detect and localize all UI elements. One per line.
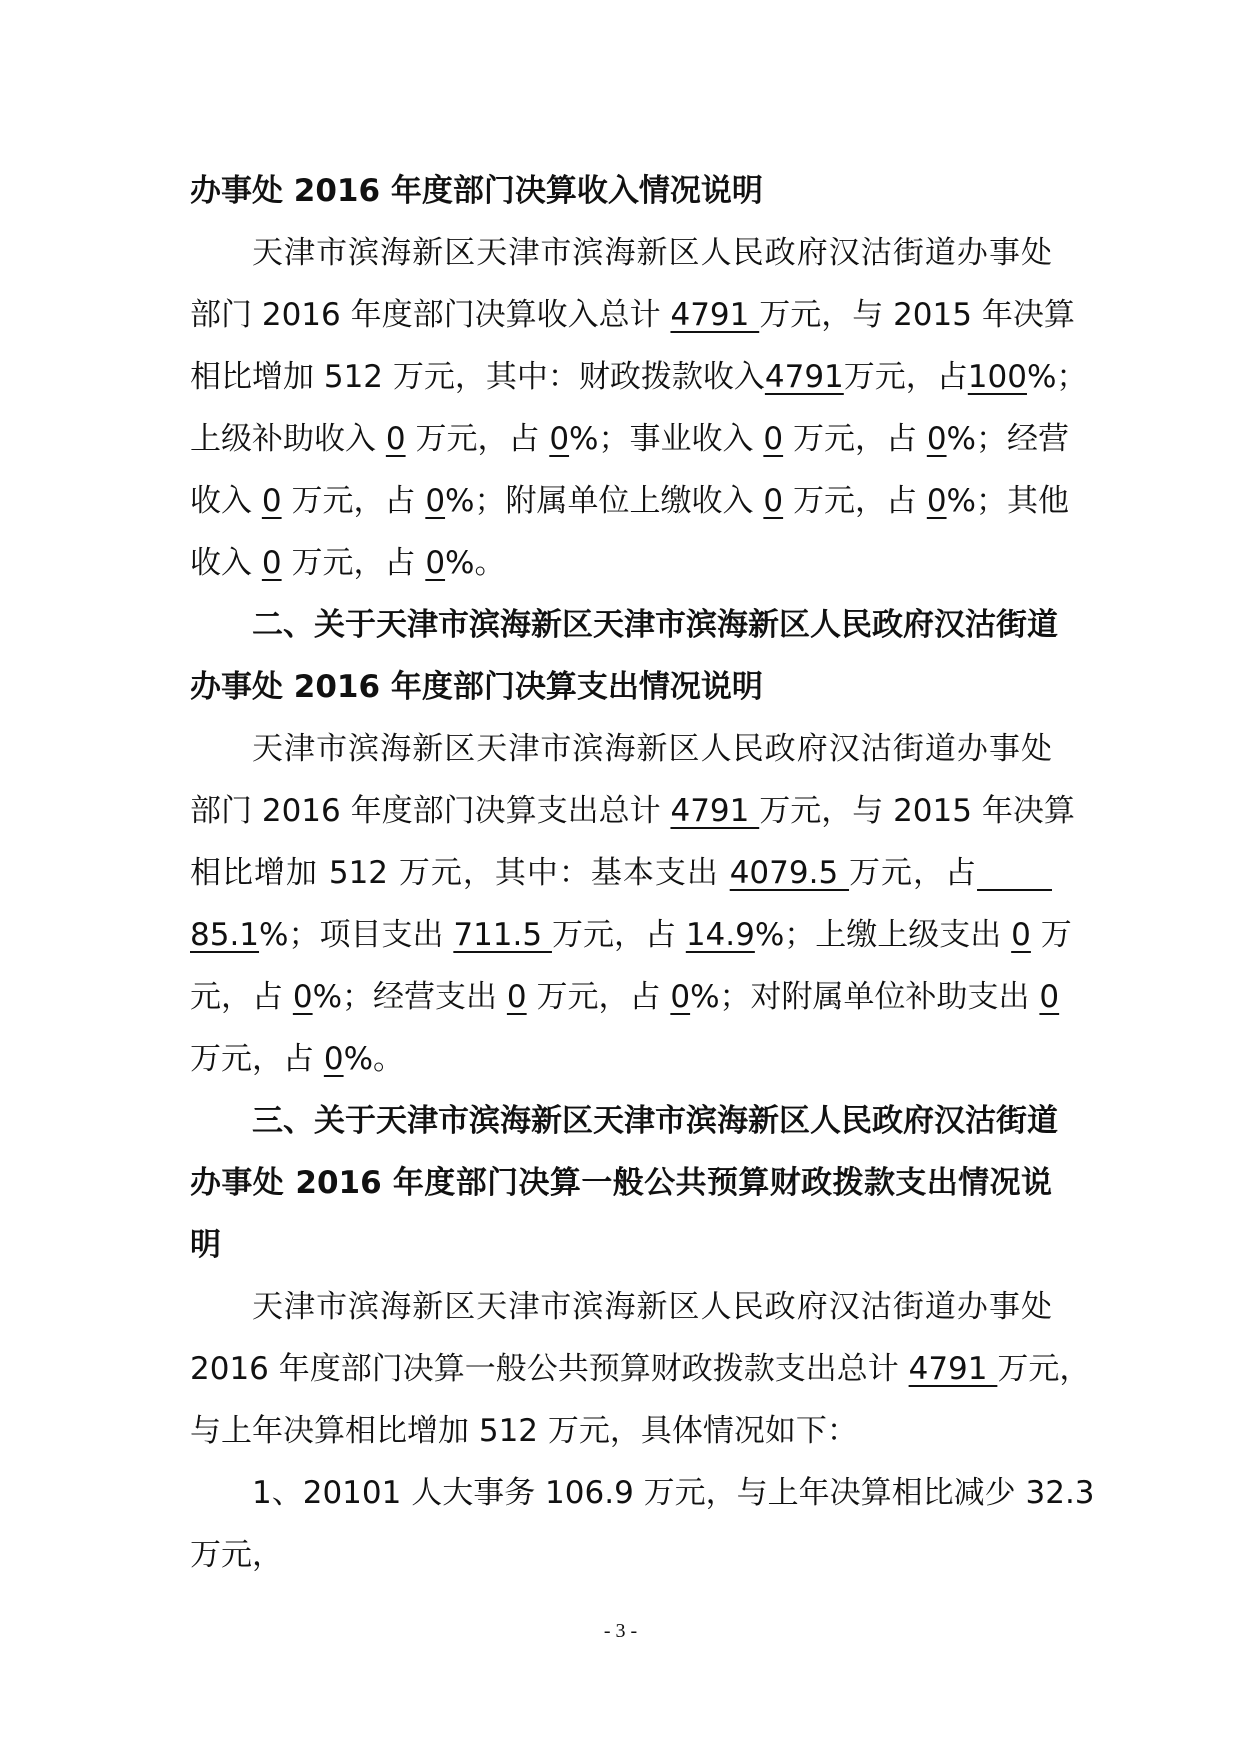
section-heading-line: [190, 656, 1052, 718]
text-segment: %；对附属单位补助支出: [690, 979, 1040, 1015]
text-segment: 天津市滨海新区天津市滨海新区人民政府汉沽街道办事处: [252, 1289, 1052, 1325]
underlined-value: 0: [323, 1041, 344, 1077]
paragraph-line: [190, 842, 1052, 904]
text-segment: 万元，占: [405, 421, 550, 457]
text-segment: 天津市滨海新区天津市滨海新区人民政府汉沽街道办事处: [252, 235, 1052, 271]
text-segment: %；经营: [946, 421, 1070, 457]
text-segment: 万元，占: [783, 483, 927, 519]
section-heading-line: [190, 1152, 1052, 1214]
section-heading-line: [190, 1214, 1052, 1276]
paragraph-line: [190, 1400, 1052, 1462]
section-heading-line: [190, 594, 1058, 656]
paragraph-line: [190, 1524, 1052, 1586]
text-segment: 2016 年度部门决算一般公共预算财政拨款支出总计: [190, 1351, 909, 1387]
text-segment: 万元，占: [526, 979, 671, 1015]
text-segment: %。: [445, 545, 506, 581]
text-segment: 相比增加 512 万元，其中：财政拨款收入: [190, 359, 765, 395]
text-segment: 明: [190, 1227, 221, 1263]
underlined-value: 0: [385, 421, 406, 457]
text-segment: %；: [1026, 359, 1088, 395]
underlined-value: 4791: [670, 297, 760, 333]
text-segment: 万元，占: [551, 917, 686, 953]
paragraph-line: [190, 1462, 1095, 1524]
paragraph-line: [190, 470, 1070, 532]
underlined-value: 0: [763, 421, 784, 457]
text-segment: %；事业收入: [569, 421, 764, 457]
text-segment: %；项目支出: [259, 917, 454, 953]
underlined-value: 100: [967, 359, 1027, 395]
paragraph-line: [190, 532, 1052, 594]
text-segment: 万元，: [997, 1351, 1091, 1387]
paragraph-line: [190, 408, 1070, 470]
document-body: [190, 160, 1095, 1586]
text-segment: 收入: [190, 483, 262, 519]
underlined-value: 0: [425, 483, 446, 519]
underlined-value: 0: [1039, 979, 1060, 1015]
paragraph-line: [190, 222, 1052, 284]
text-segment: 天津市滨海新区天津市滨海新区人民政府汉沽街道办事处: [252, 731, 1052, 767]
underlined-value: 0: [425, 545, 446, 581]
text-segment: 相比增加 512 万元，其中：基本支出: [190, 855, 730, 891]
text-segment: 万: [1030, 917, 1072, 953]
page-number: - 3 -: [603, 1620, 638, 1642]
paragraph-line: [190, 780, 1075, 842]
text-segment: 万元，占: [843, 359, 968, 395]
underlined-value: 711.5: [453, 917, 552, 953]
text-segment: 万元，占: [281, 483, 426, 519]
text-segment: 万元，: [190, 1537, 283, 1573]
text-segment: 三、关于天津市滨海新区天津市滨海新区人民政府汉沽街道: [252, 1103, 1058, 1139]
text-segment: 办事处 2016 年度部门决算一般公共预算财政拨款支出情况说: [190, 1165, 1052, 1201]
underlined-value: 85.1: [190, 917, 260, 953]
text-segment: %；上缴上级支出: [754, 917, 1012, 953]
underlined-value: 0: [670, 979, 691, 1015]
text-segment: 上级补助收入: [190, 421, 386, 457]
paragraph-line: [190, 1338, 1091, 1400]
underlined-value: 0: [261, 545, 282, 581]
underlined-value: 0: [506, 979, 527, 1015]
text-segment: 万元，与 2015 年决算: [759, 793, 1075, 829]
underlined-value: 0: [261, 483, 282, 519]
text-segment: 万元，占: [783, 421, 927, 457]
text-segment: 万元，与 2015 年决算: [759, 297, 1075, 333]
underlined-value: 0: [763, 483, 784, 519]
paragraph-line: [190, 718, 1052, 780]
paragraph-line: [190, 346, 1088, 408]
underlined-value: 0: [1011, 917, 1031, 953]
text-segment: 办事处 2016 年度部门决算收入情况说明: [190, 173, 763, 209]
underlined-value: 4079.5: [729, 855, 850, 891]
underlined-value: 4791: [764, 359, 844, 395]
underlined-value: [977, 855, 1052, 891]
section-heading-line: [190, 1090, 1058, 1152]
text-segment: 万元，占: [281, 545, 426, 581]
underlined-value: 4791: [670, 793, 760, 829]
text-segment: 万元，占: [849, 855, 978, 891]
paragraph-line: [190, 966, 1060, 1028]
text-segment: 部门 2016 年度部门决算收入总计: [190, 297, 671, 333]
text-segment: %；经营支出: [312, 979, 507, 1015]
paragraph-line: [190, 904, 1072, 966]
text-segment: 二、关于天津市滨海新区天津市滨海新区人民政府汉沽街道: [252, 607, 1058, 643]
text-segment: 元，占: [190, 979, 293, 1015]
paragraph-line: [190, 1028, 1052, 1090]
underlined-value: 0: [926, 421, 947, 457]
underlined-value: 4791: [908, 1351, 998, 1387]
text-segment: 万元，占: [190, 1041, 324, 1077]
text-segment: %；附属单位上缴收入: [445, 483, 764, 519]
text-segment: %；其他: [946, 483, 1070, 519]
underlined-value: 0: [549, 421, 570, 457]
text-segment: 收入: [190, 545, 262, 581]
paragraph-line: [190, 284, 1075, 346]
text-segment: 1、20101 人大事务 106.9 万元，与上年决算相比减少 32.3: [252, 1475, 1095, 1511]
paragraph-line: [190, 1276, 1052, 1338]
underlined-value: 0: [292, 979, 313, 1015]
text-segment: %。: [343, 1041, 405, 1077]
underlined-value: 0: [926, 483, 947, 519]
underlined-value: 14.9: [685, 917, 755, 953]
text-segment: 办事处 2016 年度部门决算支出情况说明: [190, 669, 763, 705]
section-heading-line: [190, 160, 1052, 222]
text-segment: 部门 2016 年度部门决算支出总计: [190, 793, 671, 829]
text-segment: 与上年决算相比增加 512 万元，具体情况如下：: [190, 1413, 858, 1449]
